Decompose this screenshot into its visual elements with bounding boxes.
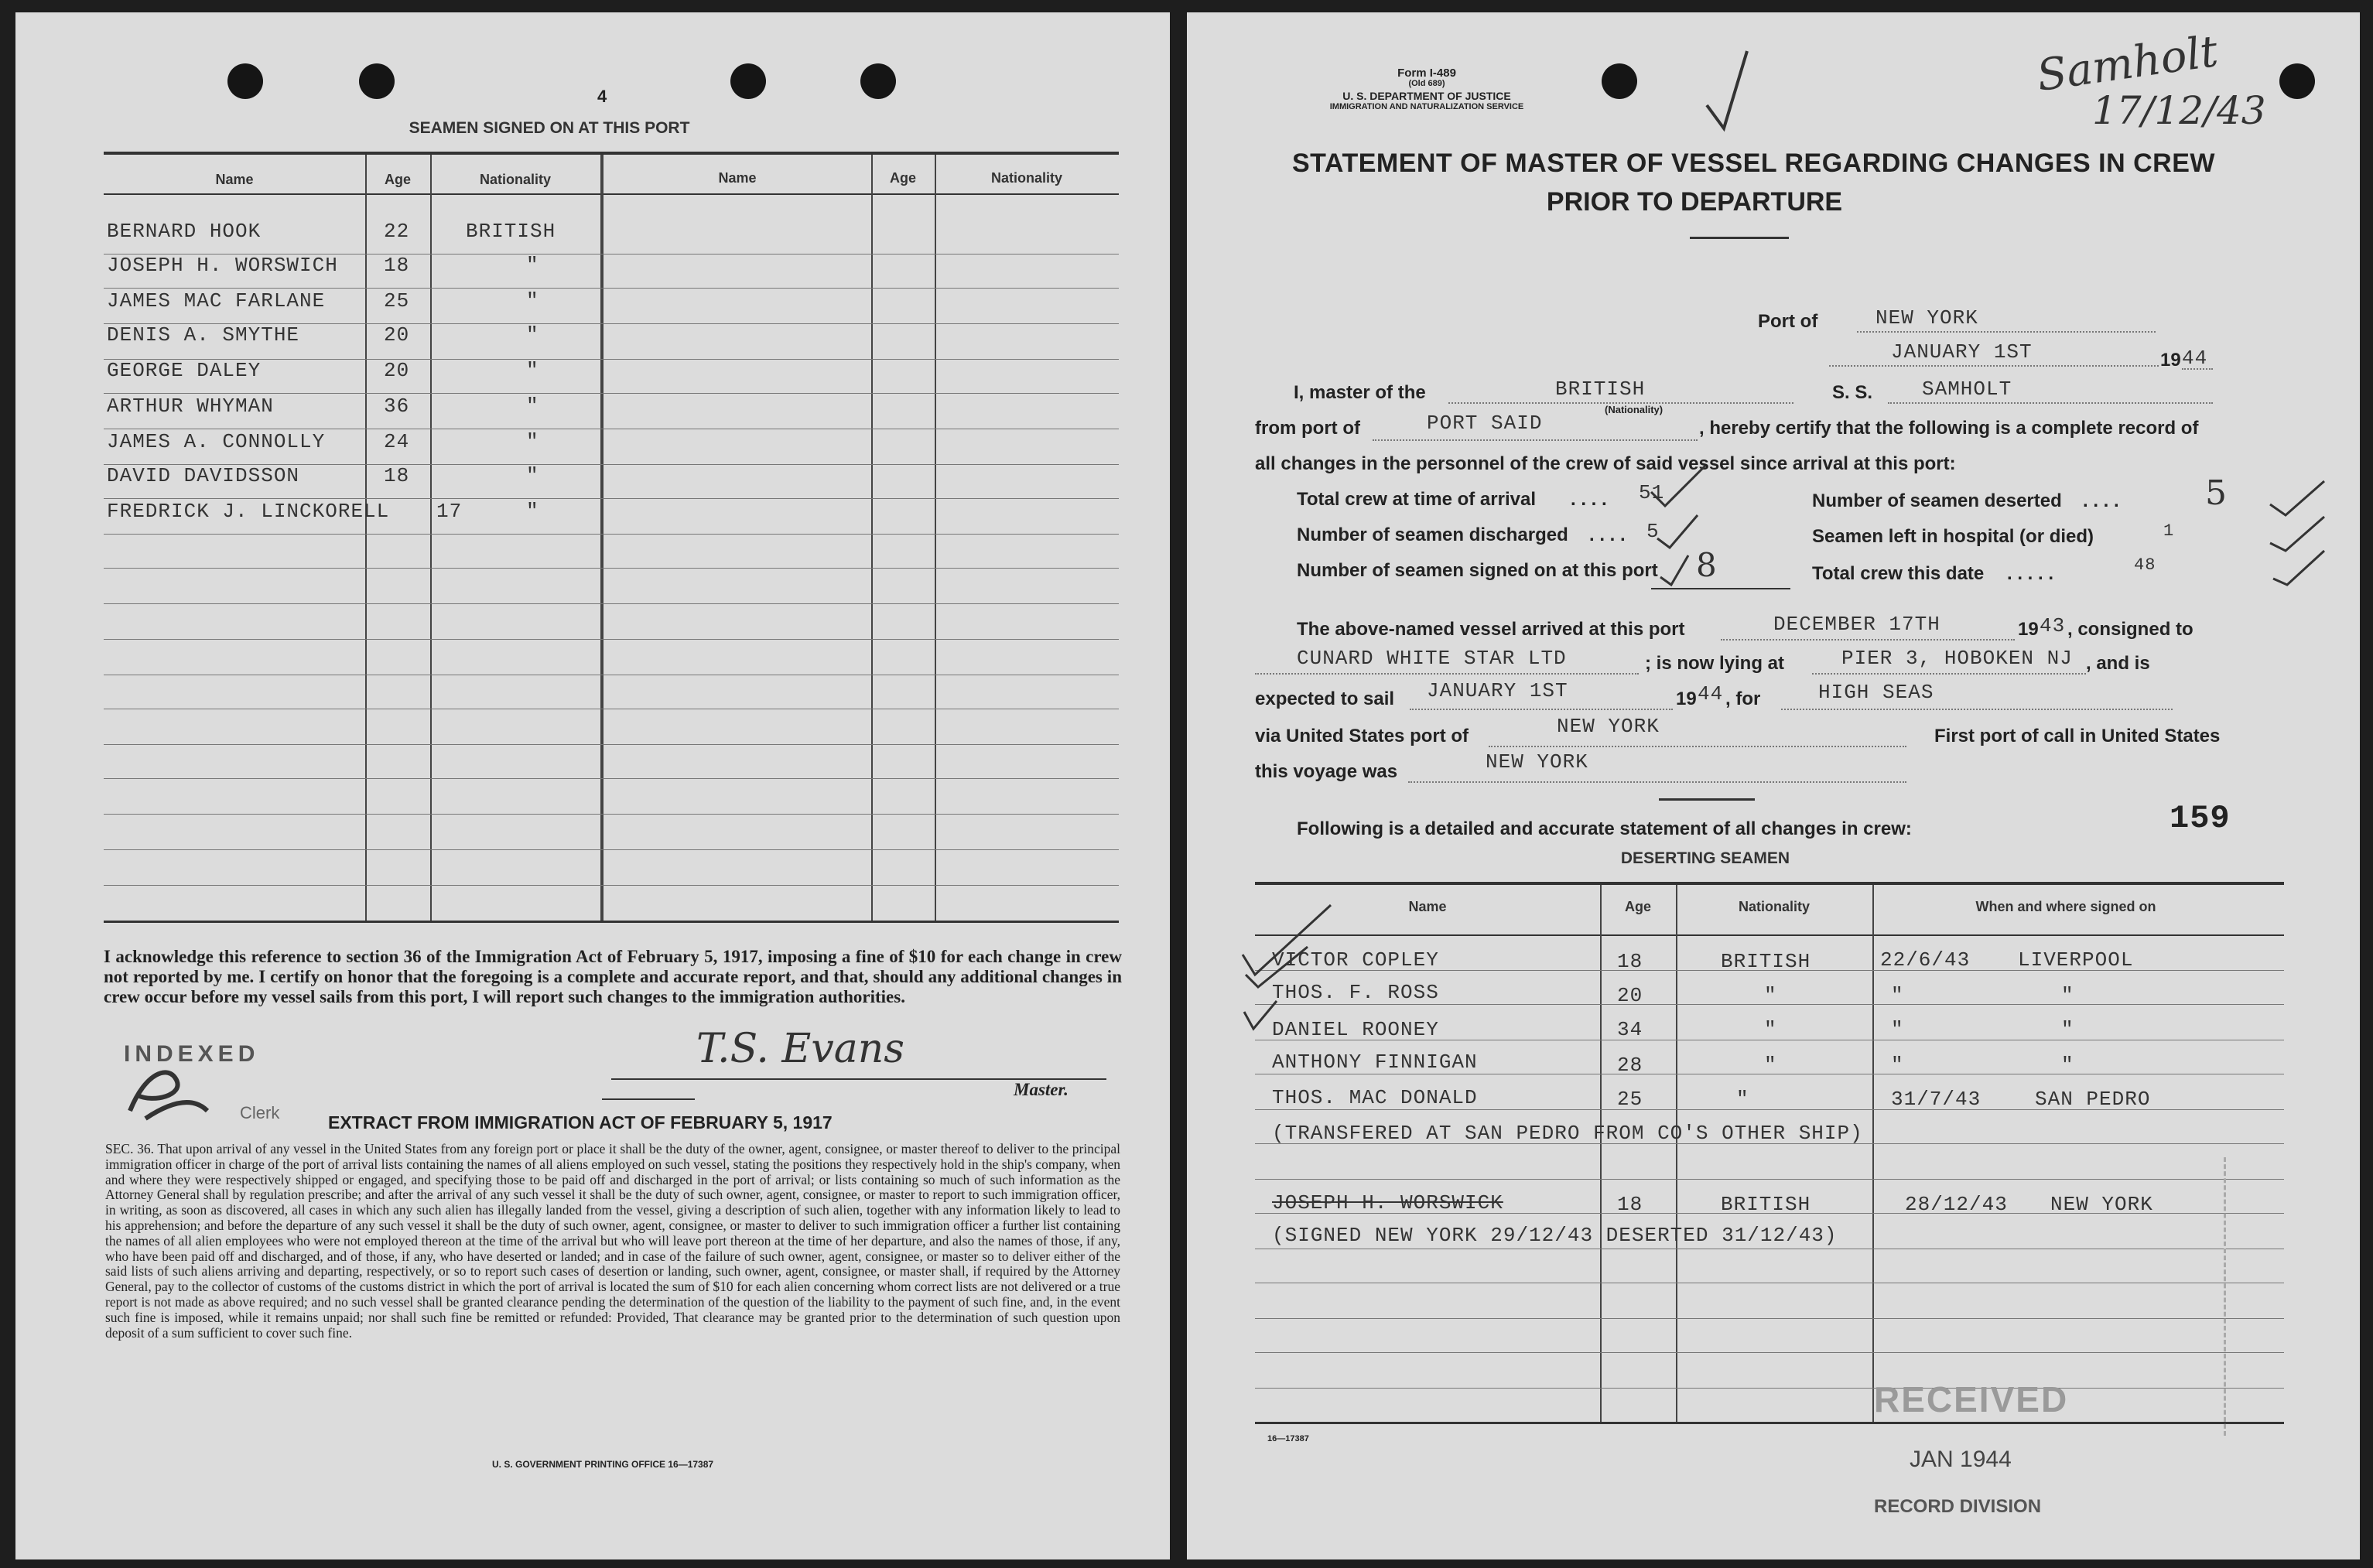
row-rule [1255, 1352, 2284, 1353]
for-label: , for [1725, 688, 1761, 709]
handwritten-vessel-name: Samholt [2033, 26, 2221, 102]
leader-dots: . . . . . [2007, 563, 2054, 584]
seaman-name: GEORGE DALEY [107, 359, 262, 382]
seaman-name: DENIS A. SMYTHE [107, 323, 300, 347]
hospital-value: 1 [2163, 521, 2175, 541]
seaman-name: ARTHUR WHYMAN [107, 395, 274, 418]
port-value: NEW YORK [1875, 306, 1978, 330]
seaman-name: JOSEPH H. WORSWICH [107, 254, 338, 277]
expected-label: expected to sail [1255, 688, 1395, 709]
nationality-caption: (Nationality) [1605, 404, 1663, 415]
fill-line [1829, 365, 2159, 367]
deserter-date: 22/6/43 [1880, 948, 1971, 972]
row-rule [104, 568, 1119, 569]
deserter-name: THOS. MAC DONALD [1272, 1086, 1478, 1109]
seaman-nationality: " [526, 254, 539, 277]
first-call-port: NEW YORK [1486, 750, 1588, 774]
port-label: Port of [1758, 311, 1818, 332]
extra-deserter-name: JOSEPH H. WORSWICK [1272, 1191, 1503, 1214]
via-label: via United States port of [1255, 726, 1469, 746]
following-label: Following is a detailed and accurate statement of all changes in crew: [1297, 818, 1912, 839]
signed-note: (SIGNED NEW YORK 29/12/43 DESERTED 31/12/43) [1272, 1224, 1838, 1247]
deserter-nationality: " [1736, 1088, 1749, 1111]
discharged-value: 5 [1646, 520, 1660, 543]
year-suffix: 44 [2182, 347, 2208, 370]
ss-label: S. S. [1832, 382, 1873, 403]
via-port: NEW YORK [1557, 715, 1660, 738]
seaman-age: 20 [384, 359, 410, 382]
deserter-nationality: " [1764, 984, 1777, 1007]
col-divider [1676, 885, 1677, 1422]
seaman-nationality: " [526, 323, 539, 347]
deserter-nationality: " [1764, 1018, 1777, 1041]
deserter-place: LIVERPOOL [2018, 948, 2134, 972]
extra-deserter-nationality: BRITISH [1721, 1193, 1811, 1216]
deserter-date: 31/7/43 [1891, 1088, 1981, 1111]
punch-hole [1602, 63, 1637, 99]
seaman-age: 25 [384, 289, 410, 313]
deserter-name: DANIEL ROONEY [1272, 1018, 1439, 1041]
reference-number: 159 [2170, 800, 2231, 837]
fill-line [1721, 639, 2015, 641]
seaman-nationality: " [526, 464, 539, 487]
seaman-age: 36 [384, 395, 410, 418]
page-number: 4 [597, 87, 607, 106]
row-rule [104, 534, 1119, 535]
tick-marks [1620, 461, 1744, 593]
extra-deserter-place: NEW YORK [2050, 1193, 2153, 1216]
and-is-label: , and is [2086, 653, 2150, 674]
seaman-name: JAMES MAC FARLANE [107, 289, 326, 313]
lying-at: PIER 3, HOBOKEN NJ [1841, 647, 2073, 670]
section-rule [1659, 798, 1755, 801]
discharged-label: Number of seamen discharged [1297, 524, 1568, 545]
row-rule [1255, 1388, 2284, 1389]
deserter-date: " [1891, 1018, 1904, 1041]
extract-title: EXTRACT FROM IMMIGRATION ACT OF FEBRUARY 5, 1917 [328, 1112, 833, 1132]
deserting-title: DESERTING SEAMEN [1620, 849, 1790, 867]
vessel-nationality: BRITISH [1555, 377, 1646, 401]
col-header-name: Name [1408, 899, 1447, 914]
indexed-stamp: INDEXED [124, 1041, 260, 1067]
deserter-nationality: " [1764, 1054, 1777, 1077]
fill-line [1373, 439, 1698, 441]
form-title: STATEMENT OF MASTER OF VESSEL REGARDING CHANGES IN CREW [1292, 149, 2215, 178]
row-rule [1255, 1179, 2284, 1180]
section-36-text: SEC. 36. That upon arrival of any vessel in the United States from any foreign port or place it shall be the duty of the owner, agent, consignee, or master thereof to deliver to the principal immigration officer in charge of the port of arrival lists containing the names of all aliens employed on such vessel, stating the positions they respectively hold in the ship's company, when and where they were respectively shipped or engaged, and specifying those to be paid off and discharged in the port of arrival; or lists containing so much of such information as the Attorney General shall by regulation prescribe; and after the arrival of any such vessel it shall be the duty of such owner, agent, consignee, or master to report to such immigration officer, in writing, as soon as discovered, all cases in which any such alien has illegally landed from the vessel, giving a description of such alien, together with any information likely to lead to his apprehension; and before the departure of any such vessel it shall be the duty of such owner, agent, consignee, or master to deliver to such immigration officer a further list containing the names of all alien employees who were not employed thereon at the time of the arrival but who will leave port thereon at the time of her departure, and also the names of those, if any, who have been paid off and discharged, and of those, if any, who have deserted or landed; and in case of the failure of such owner, agent, consignee, or master so to deliver either of the said lists of such aliens arriving and departing, respectively, or so to report such cases of desertion or landing, such owner, agent, consignee, or master shall, if required by the Attorney General, pay to the collector of customs of the customs district in which the port of arrival is located the sum of $10 for each alien concerning whom correct lists are not delivered or a true report is not made as above required; and no such vessel shall be granted clearance pending the determination of the question of the liability to the payment of such fine, and, in the event such fine is imposed, while it remains unpaid; nor shall such fine be remitted or refunded: Provided, That clearance may be granted prior to the determination of such question upon deposit of a sum sufficient to cover such fine. [105, 1141, 1120, 1341]
deserter-date: " [1891, 984, 1904, 1007]
seaman-nationality: " [526, 289, 539, 313]
fill-line [1812, 673, 2086, 675]
received-date: JAN 1944 [1910, 1447, 2012, 1472]
record-division: RECORD DIVISION [1874, 1496, 2042, 1517]
arrived-year: 43 [2040, 614, 2066, 637]
seaman-name: JAMES A. CONNOLLY [107, 430, 326, 453]
deserter-name: VICTOR COPLEY [1272, 948, 1439, 972]
col-header-nationality: Nationality [479, 172, 551, 187]
fill-line [1410, 709, 1673, 710]
seaman-name: DAVID DAVIDSSON [107, 464, 300, 487]
hospital-label: Seamen left in hospital (or died) [1812, 526, 2094, 547]
deserter-age: 20 [1617, 984, 1643, 1007]
total-crew-arrival-label: Total crew at time of arrival [1297, 489, 1536, 510]
consignee: CUNARD WHITE STAR LTD [1297, 647, 1567, 670]
extra-deserter-date: 28/12/43 [1905, 1193, 2008, 1216]
extra-deserter-age: 18 [1617, 1193, 1643, 1216]
col-header-when-where: When and where signed on [1975, 899, 2156, 914]
seaman-age: 18 [384, 464, 410, 487]
col-header-name: Name [718, 170, 757, 186]
arrived-label: The above-named vessel arrived at this port [1297, 619, 1685, 640]
fill-line [1857, 331, 2156, 333]
col-header-nationality: Nationality [1738, 899, 1810, 914]
col-header-age: Age [384, 172, 411, 187]
fill-line [1255, 673, 1639, 675]
seaman-name: BERNARD HOOK [107, 220, 262, 243]
deserted-value: 5 [2205, 473, 2227, 513]
deserter-place: " [2061, 984, 2074, 1007]
deserter-age: 18 [1617, 950, 1643, 973]
form-old: (Old 689) [1408, 79, 1445, 88]
signed-on-title: SEAMEN SIGNED ON AT THIS PORT [409, 119, 690, 137]
col-divider [430, 155, 432, 921]
signed-on-label: Number of seamen signed on at this port [1297, 560, 1658, 581]
row-rule [104, 393, 1119, 394]
table-top-rule [1255, 882, 2284, 885]
title-rule [1690, 237, 1789, 239]
punch-hole [2279, 63, 2315, 99]
punch-hole [227, 63, 263, 99]
certify-text: , hereby certify that the following is a complete record of [1699, 418, 2199, 439]
tick-marks-right [2255, 466, 2347, 589]
deserter-date: " [1891, 1054, 1904, 1077]
footer-code: 16—17387 [1267, 1434, 1309, 1443]
row-rule [1255, 1318, 2284, 1319]
fill-line [1781, 709, 2173, 710]
seaman-age: 17 [436, 500, 463, 523]
deserter-place: " [2061, 1054, 2074, 1077]
first-call-label: First port of call in United States [1934, 726, 2221, 746]
row-rule [104, 885, 1119, 886]
clerk-initial-mark [115, 1057, 215, 1126]
leader-dots: . . . . [1589, 524, 1626, 545]
fill-line [1888, 402, 2213, 404]
transfer-note: (TRANSFERED AT SAN PEDRO FROM CO'S OTHER SHIP) [1272, 1122, 1863, 1145]
vessel-name: SAMHOLT [1922, 377, 2012, 401]
extract-rule [602, 1098, 695, 1100]
deserter-place: " [2061, 1018, 2074, 1041]
row-rule [104, 778, 1119, 779]
total-today-label: Total crew this date [1812, 563, 1985, 584]
col-divider [600, 155, 604, 921]
row-rule [104, 849, 1119, 850]
col-header-age: Age [1624, 899, 1651, 914]
deserter-age: 28 [1617, 1054, 1643, 1077]
punch-hole [860, 63, 896, 99]
fill-line [1489, 746, 1906, 747]
signed-on-value: 8 [1696, 546, 1717, 584]
seaman-nationality: " [526, 500, 539, 523]
lying-label: ; is now lying at [1645, 653, 1785, 674]
seaman-nationality: " [526, 395, 539, 418]
table-header-rule [104, 193, 1119, 195]
row-rule [104, 603, 1119, 604]
total-today-value: 48 [2134, 555, 2156, 575]
received-stamp: RECEIVED [1874, 1379, 2069, 1419]
vertical-stamp-mark [2224, 1157, 2249, 1436]
leader-dots: . . . . [2083, 490, 2119, 511]
deserter-nationality: BRITISH [1721, 950, 1811, 973]
seaman-age: 24 [384, 430, 410, 453]
punch-hole [359, 63, 395, 99]
col-divider [935, 155, 936, 921]
arrived-date: DECEMBER 17TH [1773, 613, 1940, 636]
col-header-age: Age [889, 170, 916, 186]
deserter-name: THOS. F. ROSS [1272, 981, 1439, 1004]
year-prefix: 19 [2018, 619, 2039, 640]
department: U. S. DEPARTMENT OF JUSTICE [1342, 90, 1511, 102]
handwritten-date: 17/12/43 [2092, 88, 2266, 133]
total-crew-arrival-value: 51 [1639, 481, 1665, 504]
seaman-nationality: " [526, 430, 539, 453]
acknowledgement-text: I acknowledge this reference to section 36 of the Immigration Act of February 5, 1917, imposing a fine of $10 for each change in crew not reported by me. I certify on honor that the foregoing is a complete and accurate report, and that, should any additional changes in crew occur before my vessel sails from this port, I will report such changes to the immigration authorities. [104, 947, 1122, 1006]
leader-dots: . . . . [1571, 489, 1607, 510]
check-mark [1701, 43, 1786, 136]
deserter-name: ANTHONY FINNIGAN [1272, 1050, 1478, 1074]
seaman-age: 18 [384, 254, 410, 277]
left-page [15, 12, 1170, 1559]
deserter-place: SAN PEDRO [2035, 1088, 2151, 1111]
col-header-name: Name [215, 172, 254, 187]
printing-office: U. S. GOVERNMENT PRINTING OFFICE 16—17387 [492, 1459, 714, 1470]
expected-year: 44 [1698, 682, 1724, 705]
seaman-age: 22 [384, 220, 410, 243]
table-bottom-rule [1255, 1422, 2284, 1424]
table-top-rule [104, 152, 1119, 155]
from-port-label: from port of [1255, 418, 1360, 439]
seaman-nationality: " [526, 359, 539, 382]
seaman-age: 20 [384, 323, 410, 347]
right-page [1187, 12, 2360, 1559]
row-rule [104, 744, 1119, 745]
deserted-label: Number of seamen deserted [1812, 490, 2062, 511]
seaman-name: FREDRICK J. LINCKORELL [107, 500, 390, 523]
consigned-label: , consigned to [2067, 619, 2193, 640]
table-bottom-rule [104, 921, 1119, 923]
from-port-value: PORT SAID [1427, 412, 1543, 435]
col-divider [871, 155, 873, 921]
expected-date: JANUARY 1ST [1427, 679, 1568, 702]
row-rule [104, 639, 1119, 640]
master-label: Master. [1014, 1080, 1069, 1099]
punch-hole [730, 63, 766, 99]
form-subtitle: PRIOR TO DEPARTURE [1546, 187, 1843, 217]
fill-line [2182, 368, 2213, 370]
row-rule [104, 814, 1119, 815]
table-header-rule [1255, 934, 2284, 936]
voyage-label: this voyage was [1255, 761, 1398, 782]
row-rule [104, 288, 1119, 289]
year-prefix: 19 [1676, 688, 1697, 709]
seaman-nationality: BRITISH [466, 220, 556, 243]
fill-line [1408, 781, 1906, 783]
clerk-label: Clerk [240, 1103, 280, 1122]
deserter-age: 25 [1617, 1088, 1643, 1111]
col-divider [1600, 885, 1602, 1422]
col-header-nationality: Nationality [990, 170, 1062, 186]
destination: HIGH SEAS [1818, 681, 1934, 704]
deserter-age: 34 [1617, 1018, 1643, 1041]
form-number: Form I-489 [1397, 67, 1456, 80]
year-prefix: 19 [2160, 350, 2181, 371]
date-value: JANUARY 1ST [1891, 340, 2033, 364]
col-divider [365, 155, 367, 921]
certify-text-2: all changes in the personnel of the crew of said vessel since arrival at this port: [1255, 453, 1956, 474]
row-rule [104, 498, 1119, 499]
master-signature: T.S. Evans [696, 1026, 904, 1072]
master-of-label: I, master of the [1294, 382, 1426, 403]
col-divider [1872, 885, 1874, 1422]
service: IMMIGRATION AND NATURALIZATION SERVICE [1329, 102, 1524, 111]
